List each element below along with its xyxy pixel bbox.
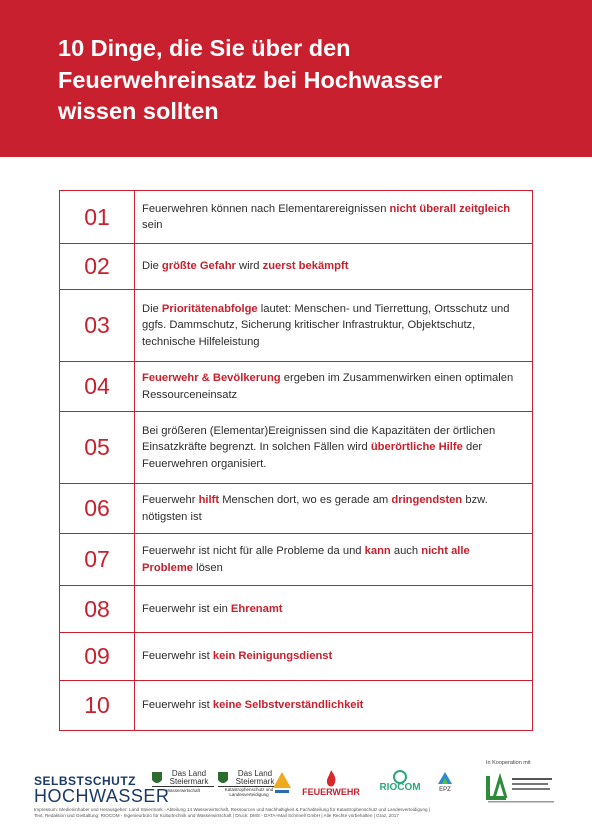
land-label-2: Das Land Steiermark	[218, 770, 280, 787]
body-text: wird	[235, 260, 263, 273]
highlight-text: nicht überall zeitgleich	[389, 202, 511, 215]
flame-icon	[325, 770, 337, 788]
body-text: Die	[142, 302, 162, 315]
footer	[0, 750, 592, 837]
highlight-text: keine Selbstverständlichkeit	[212, 699, 364, 712]
item-text	[135, 290, 532, 361]
title-line-1: 10 Dinge, die Sie über den	[58, 35, 351, 61]
kooperation-label: In Kooperation mit	[486, 760, 531, 766]
highlight-text: dringendsten	[391, 494, 463, 506]
logo-line-1: SELBSTSCHUTZ	[34, 774, 136, 788]
item-number: 03	[60, 290, 135, 361]
body-text: auch	[390, 545, 422, 557]
page-title	[58, 33, 578, 128]
body-text: bzw. nötigsten ist	[142, 494, 488, 523]
title-line-2: Feuerwehreinsatz bei Hochwasser	[58, 66, 442, 93]
item-text	[135, 362, 532, 411]
epz-logo-text: EPZ	[439, 787, 451, 793]
body-text: Bei größeren (Elementar)Ereignissen sind die Kapazitäten der örtlichen Einsatzkräfte begrenzt. In solchen Fällen wird	[142, 424, 496, 454]
table-row	[59, 681, 533, 731]
item-number: 04	[60, 362, 135, 411]
highlight-text: kann	[364, 545, 391, 557]
table-row	[59, 484, 533, 534]
body-text: Menschen dort, wo es gerade am	[219, 494, 392, 506]
body-text: Feuerwehr ist	[142, 650, 213, 663]
table-row	[59, 586, 533, 633]
highlight-text: größte Gefahr	[161, 260, 236, 273]
imprint-line-2: Text, Redaktion und Gestaltung: RIOCOM - Ingenieurbüro für Kulturtechnik und Wasserwirtschaft | Druck: DMS - DATA+Mail Schnnell GmbH | Alle Rechte vorbehalten | Graz, 2017	[34, 813, 399, 818]
feuerwehr-logo-text: FEUERWEHR	[302, 787, 360, 797]
coat-of-arms-icon	[218, 772, 228, 786]
body-text: Feuerwehren können nach Elementarereignissen	[142, 202, 390, 215]
item-text	[135, 586, 532, 632]
highlight-text: Ehrenamt	[230, 602, 283, 615]
epz-logo	[432, 770, 458, 804]
item-text	[135, 681, 532, 730]
table-row	[59, 633, 533, 681]
item-text	[135, 244, 532, 289]
body-text: lösen	[192, 561, 223, 574]
item-number: 07	[60, 534, 135, 585]
item-number: 08	[60, 586, 135, 632]
table-row	[59, 412, 533, 484]
item-text	[135, 412, 532, 483]
item-number: 06	[60, 484, 135, 533]
body-text: Feuerwehr ist nicht für alle Probleme da und	[142, 545, 365, 557]
body-text: Feuerwehr ist	[142, 699, 213, 712]
table-row	[59, 290, 533, 362]
title-banner	[0, 0, 592, 157]
body-text: Feuerwehr ist ein	[142, 602, 231, 615]
riocom-logo	[372, 770, 428, 804]
coat-of-arms-icon	[152, 772, 162, 786]
logo-line-2: HOCHWASSER	[34, 786, 170, 806]
item-number: 10	[60, 681, 135, 730]
body-text: der Feuerwehren organisiert.	[142, 441, 483, 470]
highlight-text: Feuerwehr & Bevölkerung	[142, 372, 281, 384]
land-steiermark-logo-1	[152, 770, 214, 804]
land-sub-2: Katastrophenschutz und Landesverteidigung	[224, 787, 274, 797]
highlight-text: hilft	[198, 494, 220, 506]
table-row	[59, 534, 533, 586]
item-text	[135, 534, 532, 585]
riocom-logo-text: RIOCOM	[379, 782, 421, 793]
item-number: 05	[60, 412, 135, 483]
highlight-text: überörtliche Hilfe	[370, 441, 463, 454]
table-row	[59, 362, 533, 412]
body-text: Die	[142, 260, 162, 273]
imprint-line-1: Impressum: Medieninhaber und Herausgeber: Land Steiermark - Abteilung 14 Wasserwirtschaft, Ressourcen und Nachhaltigkeit & Fachabteilung für Katastrophenschutz und Landesverteidigung |	[34, 807, 431, 812]
body-text: Feuerwehr	[142, 494, 199, 506]
item-text	[135, 633, 532, 680]
body-text: lautet: Menschen- und Tierrettung, Ortsschutz und ggfs. Dammschutz, Sicherung kritischer Infrastruktur, Objektschutz, technische Hilfeleistung	[142, 302, 510, 348]
body-text: sein	[142, 219, 163, 231]
land-label-1: Das Land Steiermark	[152, 770, 214, 787]
epz-emblem-icon	[436, 770, 454, 786]
item-text	[135, 484, 532, 533]
table-row	[59, 244, 533, 290]
table-row	[59, 191, 533, 244]
land-sub-1: Wasserwirtschaft	[165, 788, 201, 793]
selbstschutz-hochwasser-logo	[34, 774, 169, 807]
title-line-3: wissen sollten	[58, 98, 219, 124]
highlight-text: Prioritätenabfolge	[161, 302, 258, 315]
highlight-text: nicht alle Probleme	[142, 545, 470, 574]
body-text: ergeben im Zusammenwirken einen optimalen Ressourceneinsatz	[142, 372, 514, 401]
triangle-emblem-icon	[272, 770, 292, 798]
feuerwehr-logo	[296, 770, 366, 804]
highlight-text: zuerst bekämpft	[262, 260, 349, 273]
item-text	[135, 191, 532, 243]
item-number: 09	[60, 633, 135, 680]
facts-table	[59, 190, 533, 731]
highlight-text: kein Reinigungsdienst	[212, 650, 333, 663]
land-steiermark-logo-2	[218, 770, 280, 804]
ministerium-logo-icon	[486, 772, 558, 804]
item-number: 01	[60, 191, 135, 243]
imprint	[34, 807, 564, 819]
item-number: 02	[60, 244, 135, 289]
